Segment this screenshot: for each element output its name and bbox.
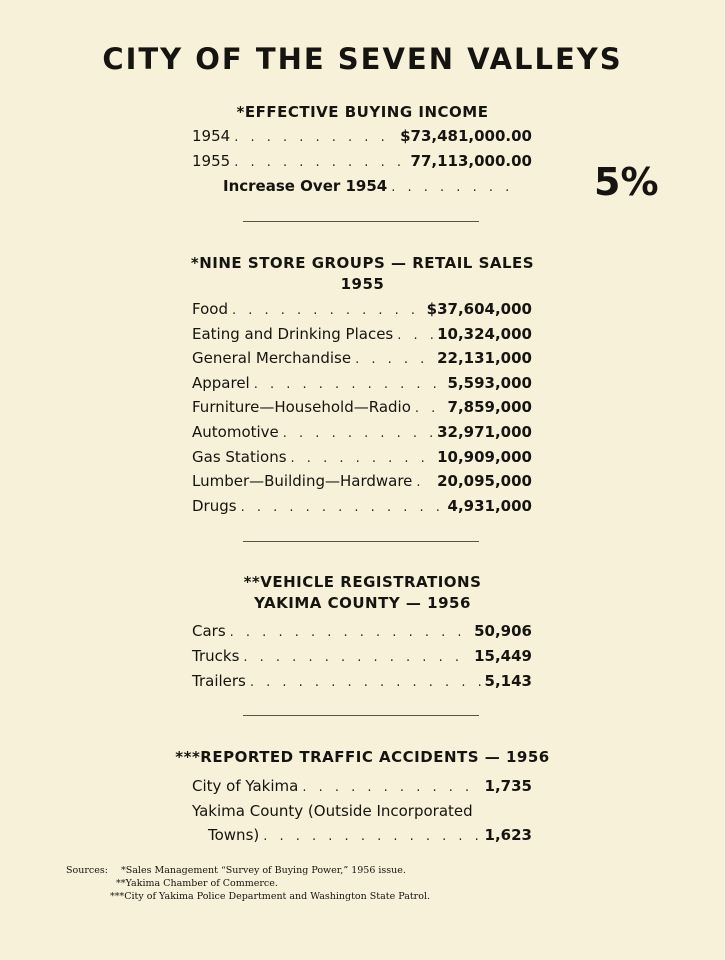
row-value: $73,481,000.00 [400,127,532,145]
row-value: 22,131,000 [437,349,532,367]
leader-dots [291,451,434,466]
accident-row [192,826,532,848]
retail-sales-row [192,349,532,371]
row-label: 1954 [192,127,231,145]
page-title: CITY OF THE SEVEN VALLEYS [102,42,623,76]
row-value: 5,593,000 [447,374,532,392]
accident-row [192,802,532,824]
row-label: Drugs [192,497,237,515]
row-label: Yakima County (Outside Incorporated [192,802,473,820]
row-value: 10,909,000 [437,448,532,466]
leader-dots [416,475,433,490]
traffic-accidents-heading: ***REPORTED TRAFFIC ACCIDENTS — 1956 [175,748,550,766]
vehicle-registrations-heading: **VEHICLE REGISTRATIONS [243,573,482,591]
row-label: 1955 [192,152,231,170]
row-value: 10,324,000 [437,325,532,343]
row-value: 5,143 [484,672,532,690]
source-line: **Yakima Chamber of Commerce. [116,878,278,889]
retail-sales-row [192,423,532,445]
increase-label: Increase Over 1954 [223,177,388,195]
retail-sales-row [192,472,532,494]
leader-dots [230,625,470,640]
row-value: 77,113,000.00 [410,152,532,170]
retail-sales-row [192,448,532,470]
leader-dots [241,500,444,515]
row-label: City of Yakima [192,777,299,795]
retail-sales-row [192,374,532,396]
row-label: General Merchandise [192,349,352,367]
buying-income-row [192,127,532,149]
leader-dots [355,352,433,367]
leader-dots [232,303,423,318]
leader-dots [243,650,470,665]
row-value: 4,931,000 [447,497,532,515]
retail-sales-row [192,325,532,347]
retail-sales-row [192,398,532,420]
leader-dots [250,675,481,690]
row-value: $37,604,000 [426,300,532,318]
source-line: *Sales Management “Survey of Buying Power,” 1956 issue. [121,865,406,876]
row-label: Cars [192,622,226,640]
row-value: 1,623 [484,826,532,844]
row-value: 32,971,000 [437,423,532,441]
leader-dots [234,155,406,170]
retail-sales-row [192,497,532,519]
row-label: Trucks [192,647,240,665]
buying-income-heading: *EFFECTIVE BUYING INCOME [236,103,489,121]
row-label: Automotive [192,423,279,441]
leader-dots [415,401,444,416]
accident-row [192,777,532,799]
row-label: Food [192,300,228,318]
section-divider [243,541,479,542]
row-value: 50,906 [474,622,532,640]
increase-percent: 5% [594,160,659,204]
section-divider [243,221,479,222]
vehicle-row [192,672,532,694]
source-line: ***City of Yakima Police Department and Washington State Patrol. [110,891,431,902]
vehicle-row [192,647,532,669]
leader-dots [302,780,480,795]
leader-dots [263,829,480,844]
row-label: Towns) [208,826,260,844]
vehicle-registrations-subheading: YAKIMA COUNTY — 1956 [254,594,471,612]
increase-row [207,177,525,199]
retail-sales-row [192,300,532,322]
retail-sales-year: 1955 [340,275,385,293]
leader-dots [234,130,396,145]
row-label: Apparel [192,374,250,392]
row-value: 1,735 [484,777,532,795]
row-label: Eating and Drinking Places [192,325,394,343]
buying-income-row [192,152,532,174]
retail-sales-heading: *NINE STORE GROUPS — RETAIL SALES [190,254,535,272]
row-value: 7,859,000 [447,398,532,416]
sources-label: Sources: [66,865,108,876]
row-label: Lumber—Building—Hardware [192,472,413,490]
leader-dots [397,328,433,343]
row-value: 20,095,000 [437,472,532,490]
row-label: Trailers [192,672,246,690]
leader-dots [391,180,521,195]
vehicle-row [192,622,532,644]
leader-dots [283,426,433,441]
row-label: Furniture—Household—Radio [192,398,411,416]
row-value: 15,449 [474,647,532,665]
section-divider [243,715,479,716]
leader-dots [254,377,444,392]
row-label: Gas Stations [192,448,287,466]
